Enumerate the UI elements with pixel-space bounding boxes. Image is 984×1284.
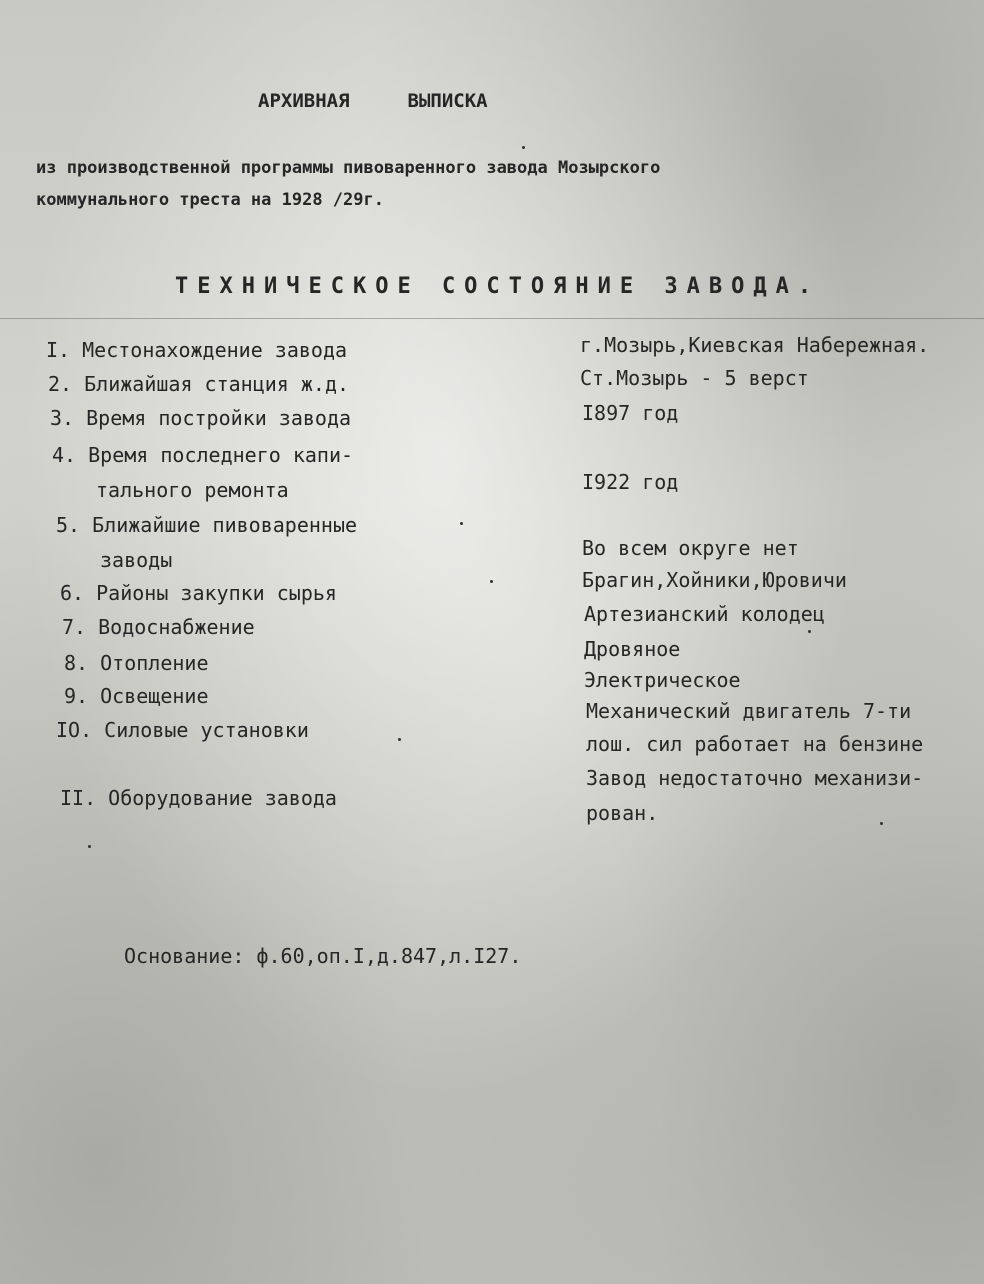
item-6-value: Брагин,Хойники,Юровичи bbox=[582, 568, 847, 592]
item-9-label: 9. Освещение bbox=[64, 684, 209, 708]
item-11-value-line2: рован. bbox=[586, 801, 659, 825]
item-1-value: г.Мозырь,Киевская Набережная. bbox=[580, 333, 930, 357]
item-2-value: Ст.Мозырь - 5 верст bbox=[580, 366, 809, 390]
paper-speck bbox=[808, 630, 811, 633]
item-3-value: I897 год bbox=[582, 401, 679, 425]
paper-speck bbox=[880, 822, 883, 825]
document-title bbox=[258, 90, 488, 112]
paper-speck bbox=[490, 580, 493, 583]
item-8-label: 8. Отопление bbox=[64, 651, 209, 675]
intro-line-2: коммунального треста на 1928 /29г. bbox=[36, 190, 384, 210]
item-8-value: Дровяное bbox=[584, 637, 681, 661]
intro-line-1: из производственной программы пивоваренного завода Мозырского bbox=[36, 158, 661, 178]
item-3-label: 3. Время постройки завода bbox=[50, 406, 352, 430]
item-5-label-line2: заводы bbox=[100, 548, 173, 572]
item-2-label: 2. Ближайшая станция ж.д. bbox=[48, 372, 350, 396]
item-4-label-line1: 4. Время последнего капи- bbox=[52, 443, 354, 467]
item-11-label: II. Оборудование завода bbox=[60, 786, 337, 810]
item-4-label-line2: тального ремонта bbox=[96, 478, 289, 502]
paper-speck bbox=[88, 845, 91, 848]
basis-reference: Основание: ф.60,оп.I,д.847,л.I27. bbox=[124, 944, 522, 968]
paper-speck bbox=[460, 522, 463, 525]
section-title: ТЕХНИЧЕСКОЕ СОСТОЯНИЕ ЗАВОДА. bbox=[175, 274, 821, 299]
item-7-value: Артезианский колодец bbox=[584, 602, 825, 626]
title-word-2: ВЫПИСКА bbox=[407, 90, 488, 112]
paper-speck bbox=[522, 146, 525, 149]
item-9-value: Электрическое bbox=[584, 668, 741, 692]
item-10-label: IO. Силовые установки bbox=[56, 718, 309, 742]
item-10-value-line1: Механический двигатель 7-ти bbox=[586, 699, 912, 723]
item-5-label-line1: 5. Ближайшие пивоваренные bbox=[56, 513, 358, 537]
paper-speck bbox=[398, 738, 401, 741]
item-11-value-line1: Завод недостаточно механизи- bbox=[586, 766, 924, 790]
item-10-value-line2: лош. сил работает на бензине bbox=[586, 732, 924, 756]
item-1-label: I. Местонахождение завода bbox=[46, 338, 348, 362]
item-6-label: 6. Районы закупки сырья bbox=[60, 581, 337, 605]
item-5-value: Во всем округе нет bbox=[582, 536, 799, 560]
item-4-value: I922 год bbox=[582, 470, 679, 494]
divider-line bbox=[0, 318, 984, 319]
item-7-label: 7. Водоснабжение bbox=[62, 615, 255, 639]
title-word-1: АРХИВНАЯ bbox=[258, 90, 350, 112]
